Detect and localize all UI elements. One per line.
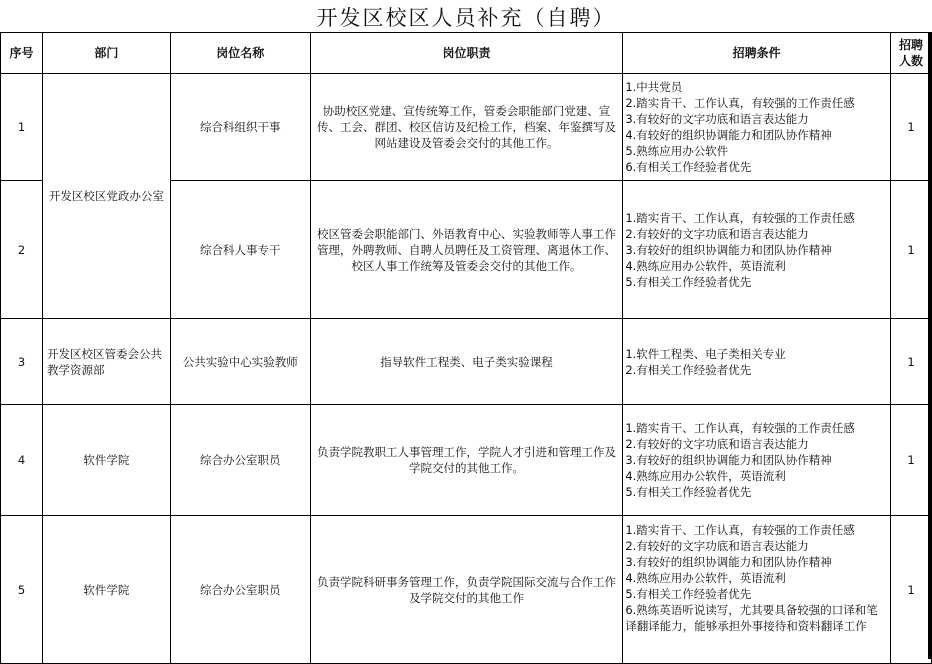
cell-duties: 协助校区党建、宣传统筹工作，管委会职能部门党建、宣传、工会、群团、校区信访及纪检工作，档案、年鉴撰写及网站建设及管委会交付的其他工作。 (310, 74, 623, 181)
header-position: 岗位名称 (170, 33, 310, 74)
cell-position: 公共实验中心实验教师 (170, 319, 310, 405)
requirement-item: 4.熟练应用办公软件，英语流利 (625, 571, 786, 585)
table-row (1, 516, 932, 664)
requirement-item: 3.有较好的组织协调能力和团队协作精神 (625, 242, 832, 257)
cell-position: 综合办公室职员 (170, 516, 310, 664)
table-row (1, 405, 932, 516)
cell-seq: 4 (1, 405, 43, 516)
cell-count: 1 (891, 319, 932, 405)
header-seq: 序号 (1, 33, 43, 74)
cell-seq: 3 (1, 319, 43, 405)
requirement-item: 4.熟练应用办公软件，英语流利 (625, 469, 786, 483)
cell-duties: 负责学院科研事务管理工作，负责学院国际交流与合作工作及学院交付的其他工作 (310, 516, 623, 664)
cell-seq: 1 (1, 74, 43, 181)
cell-duties: 校区管委会职能部门、外语教育中心、实验教师等人事工作管理，外聘教师、自聘人员聘任及工资管理、离退休工作、校区人事工作统筹及管委会交付的其他工作。 (310, 181, 623, 319)
cell-count: 1 (891, 516, 932, 664)
table-row (1, 74, 932, 181)
requirement-item: 1.踏实肯干、工作认真，有较强的工作责任感 (625, 421, 855, 435)
header-requirements: 招聘条件 (623, 33, 891, 74)
requirement-item: 2.有相关工作经验者优先 (625, 362, 752, 377)
header-count-line1: 招聘 (898, 38, 923, 52)
requirement-item: 1.中共党员 (625, 80, 683, 94)
requirement-item: 2.有较好的文字功底和语言表达能力 (625, 539, 809, 553)
table-row (1, 319, 932, 405)
requirement-item: 5.有相关工作经验者优先 (625, 274, 752, 289)
cell-requirements (623, 181, 891, 319)
requirement-item: 6.熟练英语听说读写，尤其要具备较强的口译和笔译翻译能力，能够承担外事接待和资料翻译工作 (625, 603, 878, 633)
right-edge-border (928, 32, 932, 659)
requirement-item: 5.熟练应用办公软件 (625, 144, 729, 158)
requirement-item: 1.踏实肯干、工作认真，有较强的工作责任感 (625, 210, 855, 225)
requirement-item: 5.有相关工作经验者优先 (625, 485, 752, 499)
cell-requirements (623, 319, 891, 405)
requirement-item: 3.有较好的组织协调能力和团队协作精神 (625, 555, 832, 569)
requirement-item: 4.有较好的组织协调能力和团队协作精神 (625, 128, 832, 142)
cell-dept: 软件学院 (42, 516, 170, 664)
cell-duties: 负责学院教职工人事管理工作，学院人才引进和管理工作及学院交付的其他工作。 (310, 405, 623, 516)
requirement-item: 4.熟练应用办公软件，英语流利 (625, 258, 786, 273)
cell-requirements (623, 405, 891, 516)
requirement-item: 2.有较好的文字功底和语言表达能力 (625, 437, 809, 451)
table-header-row (1, 33, 932, 74)
header-dept: 部门 (42, 33, 170, 74)
cell-count: 1 (891, 74, 932, 181)
cell-dept: 开发区校区管委会公共教学资源部 (42, 319, 170, 405)
cell-dept: 开发区校区党政办公室 (42, 74, 170, 319)
requirement-item: 3.有较好的文字功底和语言表达能力 (625, 112, 809, 126)
header-duties: 岗位职责 (310, 33, 623, 74)
cell-requirements (623, 74, 891, 181)
cell-position: 综合办公室职员 (170, 405, 310, 516)
cell-count: 1 (891, 405, 932, 516)
recruitment-table (0, 32, 932, 664)
requirement-item: 5.有相关工作经验者优先 (625, 587, 752, 601)
header-count (891, 33, 932, 74)
cell-duties: 指导软件工程类、电子类实验课程 (310, 319, 623, 405)
requirement-item: 2.有较好的文字功底和语言表达能力 (625, 226, 809, 241)
requirement-item: 2.踏实肯干、工作认真，有较强的工作责任感 (625, 96, 855, 110)
header-count-line2: 人数 (898, 54, 923, 68)
cell-position: 综合科人事专干 (170, 181, 310, 319)
requirement-item: 1.软件工程类、电子类相关专业 (625, 346, 786, 361)
cell-position: 综合科组织干事 (170, 74, 310, 181)
page-title: 开发区校区人员补充（自聘） (316, 6, 616, 30)
requirement-item: 3.有较好的组织协调能力和团队协作精神 (625, 453, 832, 467)
requirement-item: 1.踏实肯干、工作认真，有较强的工作责任感 (625, 523, 855, 537)
cell-count: 1 (891, 181, 932, 319)
cell-seq: 2 (1, 181, 43, 319)
cell-seq: 5 (1, 516, 43, 664)
requirement-item: 6.有相关工作经验者优先 (625, 160, 752, 174)
cell-requirements (623, 516, 891, 664)
cell-dept: 软件学院 (42, 405, 170, 516)
